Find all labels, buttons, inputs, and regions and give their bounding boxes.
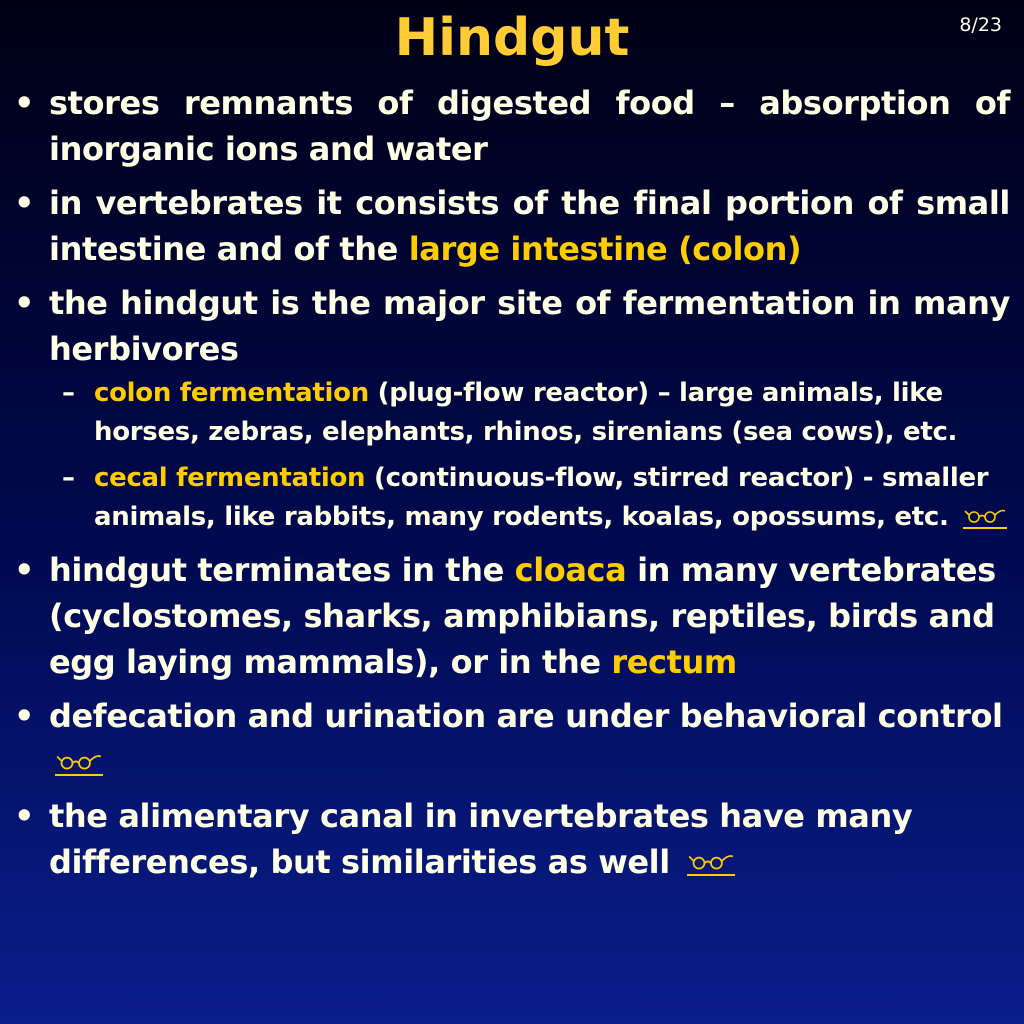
glasses-icon[interactable] xyxy=(963,507,1007,529)
bullet-text: in vertebrates it consists of the final portion of small intestine and of the xyxy=(49,184,1010,268)
page-number: 8/23 xyxy=(959,14,1002,36)
bullet-marker: • xyxy=(14,551,35,589)
bullet-text: stores remnants of digested food – absorption of inorganic ions and water xyxy=(49,84,1010,168)
bullet-text: the hindgut is the major site of fermentation in many herbivores xyxy=(49,284,1010,368)
sub-bullet-text: (plug-flow reactor) – large animals, like horses, zebras, elephants, rhinos, sirenians (sea cows), etc. xyxy=(94,378,958,447)
sub-bullet-marker: – xyxy=(62,378,75,408)
bullet-marker: • xyxy=(14,184,35,222)
bullet-item-4 xyxy=(0,547,1024,685)
bullet-item-3 xyxy=(0,280,1024,372)
bullet-marker: • xyxy=(14,284,35,322)
glasses-icon[interactable] xyxy=(687,852,735,876)
highlight-term: cloaca xyxy=(514,551,627,589)
slide-title: Hindgut xyxy=(394,8,630,68)
highlight-term: cecal fermentation xyxy=(94,463,366,493)
bullet-item-2 xyxy=(0,180,1024,272)
bullet-text: the alimentary canal in invertebrates have many differences, but similarities as well xyxy=(49,797,913,881)
bullet-text: defecation and urination are under behavioral control xyxy=(49,697,1003,735)
bullet-item-6 xyxy=(0,793,1024,885)
highlight-term: rectum xyxy=(611,643,737,681)
sub-bullet-text: (continuous-flow, stirred reactor) - smaller animals, like rabbits, many rodents, koalas, opossums, etc. xyxy=(94,463,989,532)
bullet-item-5 xyxy=(0,693,1024,785)
sub-bullet-marker: – xyxy=(62,463,75,493)
bullet-text: in many vertebrates (cyclostomes, sharks, amphibians, reptiles, birds and egg laying mammals), or in the xyxy=(49,551,996,681)
bullet-marker: • xyxy=(14,84,35,122)
bullet-marker: • xyxy=(14,797,35,835)
bullet-text: hindgut terminates in the xyxy=(49,551,515,589)
bullet-item-1 xyxy=(0,80,1024,172)
sub-bullet-item-2 xyxy=(0,459,1024,537)
glasses-icon[interactable] xyxy=(55,752,103,776)
sub-bullet-item-1 xyxy=(0,374,1024,452)
bullet-marker: • xyxy=(14,697,35,735)
highlight-term: colon fermentation xyxy=(94,378,369,408)
bullet-list xyxy=(0,80,1024,893)
highlight-term: large intestine (colon) xyxy=(408,230,802,268)
